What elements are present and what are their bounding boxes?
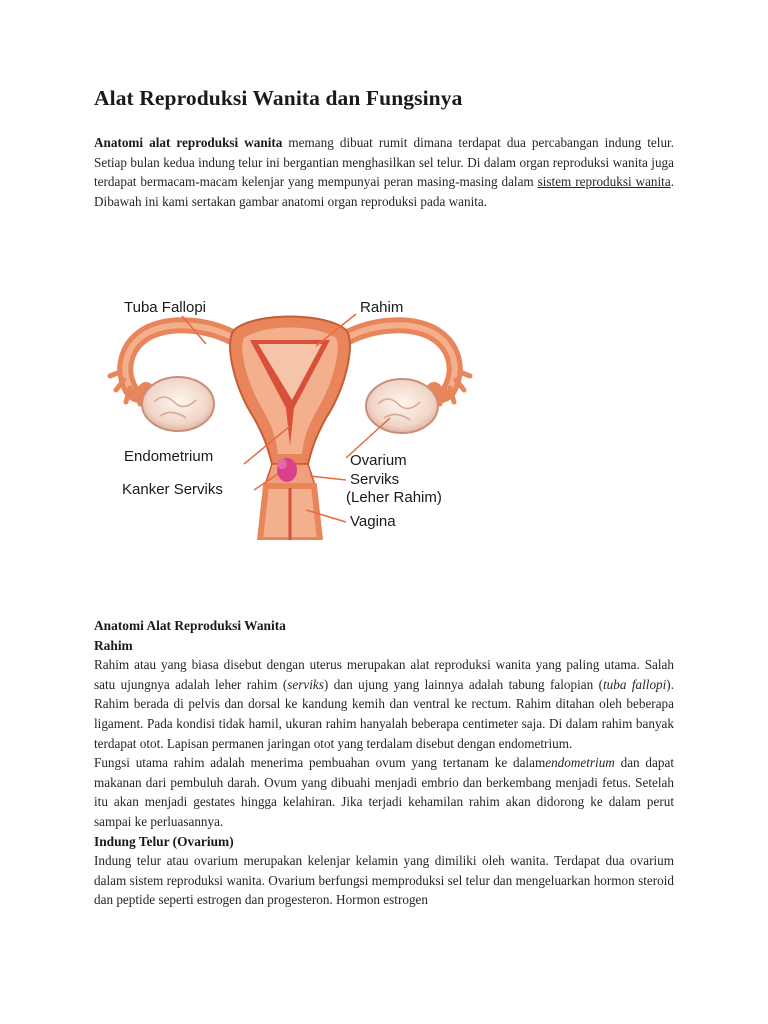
ovarium-paragraph-1: Indung telur atau ovarium merupakan kelenjar kelamin yang dimiliki oleh wanita. Terdapat dua ovarium dalam sistem reproduksi wanita. Ovarium berfungsi memproduksi sel telur dan mengeluarkan hormon steroid dan peptide seperti estrogen dan progesteron. Hormon estrogen (94, 853, 674, 908)
rahim-p2-b: dan dapat makanan dari pembuluh darah. Ovum yang dibuahi menjadi embrio dan berkembang menjadi fetus. Setelah itu akan menjadi gestates hingga kelahiran. Jika terjadi kehamilan rahim akan didorong ke dalam perut sampai ke perluasannya. (94, 755, 674, 829)
link-sistem-reproduksi[interactable]: sistem reproduksi wanita (537, 174, 671, 190)
article-body (94, 616, 674, 910)
label-kanker-serviks: Kanker Serviks (122, 481, 223, 498)
rahim-p1-c: ). Rahim berada di pelvis dan dorsal ke kandung kemih dan ventral ke rectum. Rahim ditahan oleh beberapa ligament. Pada kondisi tidak hamil, ukuran rahim hanyalah beberapa centimeter saja. Di dalam rahim banyak terdapat otot. Lapisan permanen jaringan otot yang terdalam disebut dengan endometrium. (94, 676, 674, 751)
left-ovary (142, 377, 214, 431)
intro-bold-lead: Anatomi alat reproduksi wanita (94, 135, 283, 150)
rahim-p2-a: Fungsi utama rahim adalah menerima pembuahan ovum yang tertanam ke dalam (94, 755, 546, 771)
section-heading: Anatomi Alat Reproduksi Wanita (94, 618, 286, 633)
rahim-p1-b: ) dan ujung yang lainnya adalah tabung falopian ( (323, 676, 603, 692)
rahim-p1-a: Rahim atau yang biasa disebut dengan uterus merupakan alat reproduksi wanita yang paling utama. Salah satu ujungnya adalah leher rahim ( (94, 657, 674, 692)
label-vagina: Vagina (350, 513, 396, 530)
anatomy-figure (94, 268, 486, 540)
rahim-p1-tuba: tuba fallopi (603, 676, 667, 692)
right-ovary (366, 379, 438, 433)
label-endometrium: Endometrium (124, 448, 214, 465)
label-serviks: Serviks (350, 471, 400, 488)
rahim-paragraph-2 (94, 753, 674, 831)
label-leher-rahim: (Leher Rahim) (346, 489, 442, 506)
ovarium-heading: Indung Telur (Ovarium) (94, 833, 234, 849)
uterus-diagram (94, 268, 486, 540)
rahim-p1-serviks: serviks (287, 676, 324, 692)
label-ovarium: Ovarium (350, 452, 407, 469)
label-tuba-fallopi: Tuba Fallopi (124, 299, 206, 316)
label-rahim: Rahim (360, 299, 404, 316)
rahim-heading: Rahim (94, 637, 133, 653)
rahim-p2-endometrium: endometrium (545, 755, 615, 771)
intro-text-1: memang dibuat rumit dimana terdapat dua percabangan indung telur. Setiap bulan kedua indung telur ini bergantian menghasilkan sel telur. Di dalam organ reproduksi wanita juga terdapat bermacam-macam kelenjar yang mempunyai peran masing-masing dalam (94, 135, 674, 190)
intro-text-2: . Dibawah ini kami sertakan gambar anatomi organ reproduksi pada wanita. (94, 174, 674, 209)
rahim-paragraph-1 (94, 655, 674, 753)
page-title: Alat Reproduksi Wanita dan Fungsinya (94, 86, 463, 110)
intro-paragraph (94, 133, 674, 211)
